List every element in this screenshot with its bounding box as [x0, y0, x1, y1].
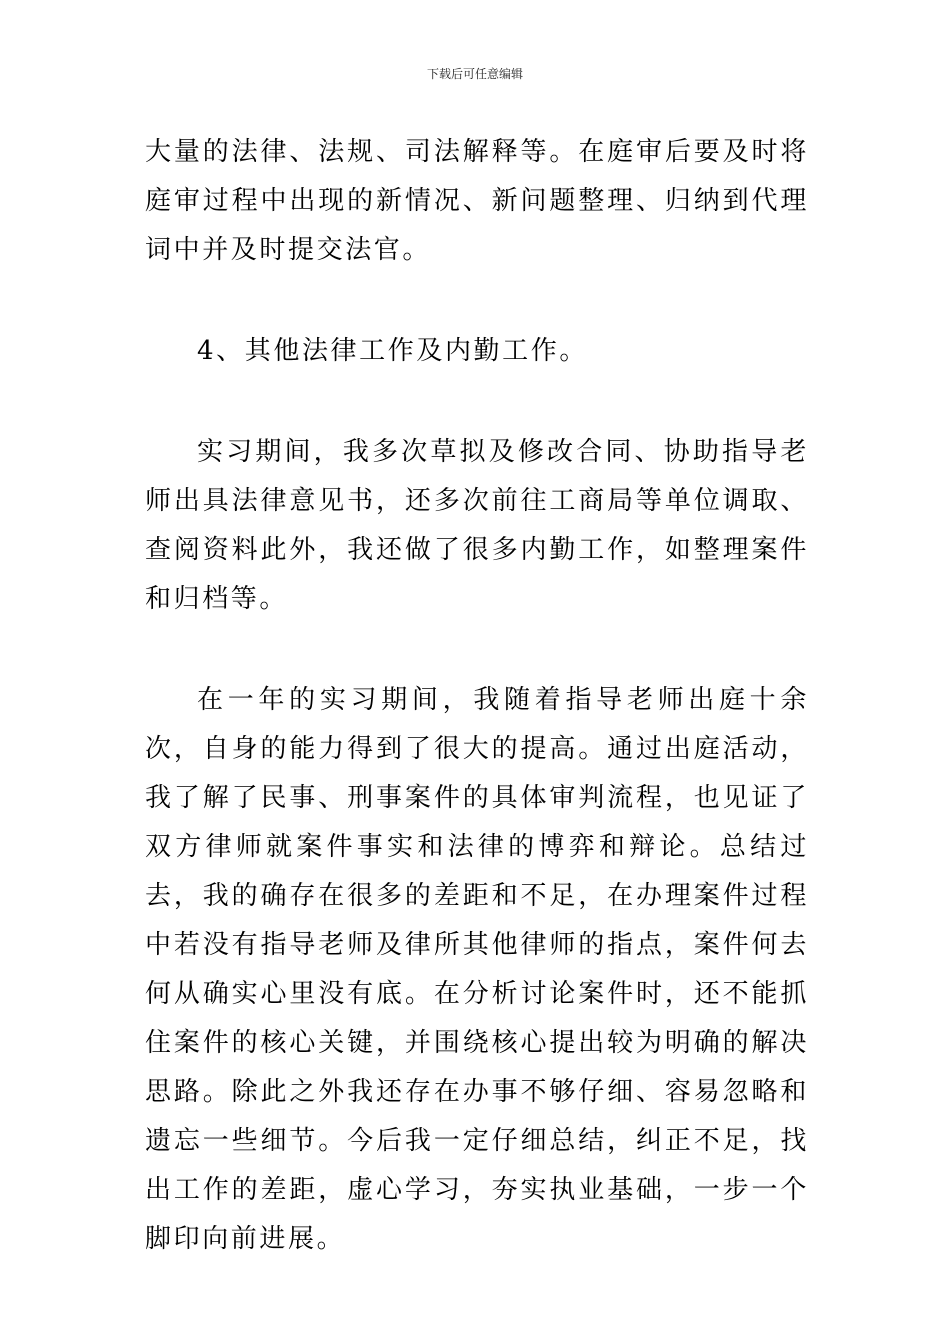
paragraph-internship: 实习期间，我多次草拟及修改合同、协助指导老师出具法律意见书，还多次前往工商局等单位调取、查阅资料此外，我还做了很多内勤工作，如整理案件和归档等。: [145, 437, 809, 614]
document-body: [145, 128, 809, 1264]
section-heading: 4、其他法律工作及内勤工作。: [197, 336, 588, 366]
header-note: 下载后可任意编辑: [426, 67, 523, 81]
paragraph-summary: 在一年的实习期间，我随着指导老师出庭十余次，自身的能力得到了很大的提高。通过出庭活动，我了解了民事、刑事案件的具体审判流程，也见证了双方律师就案件事实和法律的博弈和辩论。总结过去，我的确存在很多的差距和不足，在办理案件过程中若没有指导老师及律所其他律师的指点，案件何去何从确实心里没有底。在分析讨论案件时，还不能抓住案件的核心关键，并围绕核心提出较为明确的解决思路。除此之外我还存在办事不够仔细、容易忽略和遗忘一些细节。今后我一定仔细总结，纠正不足，找出工作的差距，虚心学习，夯实执业基础，一步一个脚印向前进展。: [145, 685, 809, 1254]
paragraph-continuation: 大量的法律、法规、司法解释等。在庭审后要及时将庭审过程中出现的新情况、新问题整理、归纳到代理词中并及时提交法官。: [145, 137, 809, 265]
